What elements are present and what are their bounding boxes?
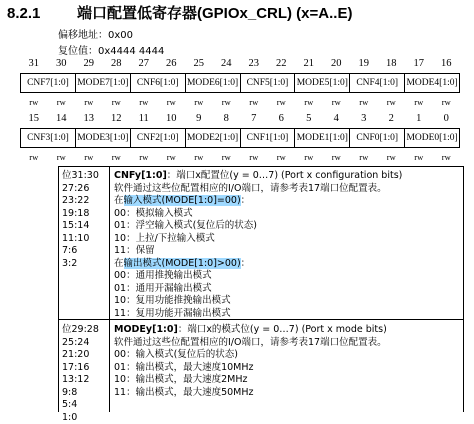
access-label: rw: [158, 152, 186, 162]
mode-option: 00：输入模式(复位后的状态): [114, 349, 387, 362]
bit-number: 28: [103, 58, 131, 69]
access-label: rw: [213, 97, 241, 107]
high-access-row: [20, 97, 460, 107]
input-mode-option: 01：浮空输入模式(复位后的状态): [114, 220, 402, 233]
access-label: rw: [240, 152, 268, 162]
access-label: rw: [103, 97, 131, 107]
bit-range: 13:12: [62, 374, 99, 387]
bit-number: 11: [130, 113, 158, 124]
access-label: rw: [268, 97, 296, 107]
bit-number: 12: [103, 113, 131, 124]
output-mode-option: 01：通用开漏输出模式: [114, 283, 402, 296]
bit-number: 15: [20, 113, 48, 124]
reset-value: 复位值：0x4444 4444: [58, 42, 164, 57]
mode-description: MODEy[1:0]：端口x的模式位(y = 0…7) (Port x mode bits) 软件通过这些位配置相应的I/O端口，请参考表17端口位配置表。 00：输入模式(复位后的状态) 01：输出模式，最大速度10MHz 10：输出模式，最大速度2MHz 11：输出模式，最大速度50MHz: [114, 324, 387, 399]
bit-number: 0: [433, 113, 461, 124]
bit-range: 9:8: [62, 387, 99, 400]
input-mode-highlight: 输入模式(MODE[1:0]=00): [124, 195, 241, 206]
access-label: rw: [103, 152, 131, 162]
register-field: MODE6[1:0]: [186, 74, 241, 92]
bit-number: 24: [213, 58, 241, 69]
access-label: rw: [323, 97, 351, 107]
bit-number: 3: [350, 113, 378, 124]
bit-number: 17: [405, 58, 433, 69]
access-label: rw: [185, 97, 213, 107]
register-field: MODE0[1:0]: [405, 129, 459, 147]
low-access-row: [20, 152, 460, 162]
bit-number: 9: [185, 113, 213, 124]
bit-range: 1:0: [62, 412, 99, 424]
input-mode-option: 10：上拉/下拉输入模式: [114, 233, 402, 246]
bit-number: 14: [48, 113, 76, 124]
access-label: rw: [75, 152, 103, 162]
register-field: MODE7[1:0]: [76, 74, 131, 92]
access-label: rw: [405, 97, 433, 107]
input-mode-option: 11：保留: [114, 245, 402, 258]
output-mode-option: 11：复用功能开漏输出模式: [114, 308, 402, 321]
bit-number: 31: [20, 58, 48, 69]
access-label: rw: [350, 152, 378, 162]
bit-number: 2: [378, 113, 406, 124]
bit-range: 位31:30: [62, 170, 99, 183]
access-label: rw: [48, 97, 76, 107]
bit-number: 16: [433, 58, 461, 69]
high-field-row: [20, 73, 460, 93]
field-description-table: [58, 166, 464, 412]
access-label: rw: [295, 97, 323, 107]
cnf-description: CNFy[1:0]：端口x配置位(y = 0…7) (Port x configuration bits) 软件通过这些位配置相应的I/O端口，请参考表17端口位配置表。 在输入模式(MODE[1:0]=00)： 00：模拟输入模式 01：浮空输入模式(复位后的状态) 10：上拉/下拉输入模式 11：保留 在输出模式(MODE[1:0]>00)： 00：通用推挽输出模式 01：通用开漏输出模式 10：复用功能推挽输出模式 11：复用功能开漏输出模式: [114, 170, 402, 320]
register-field: MODE1[1:0]: [295, 129, 350, 147]
bit-range: 15:14: [62, 220, 99, 233]
section-number: 8.2.1: [7, 5, 77, 22]
bit-number: 18: [378, 58, 406, 69]
access-label: rw: [378, 152, 406, 162]
register-field: CNF1[1:0]: [241, 129, 296, 147]
access-label: rw: [350, 97, 378, 107]
register-field: CNF4[1:0]: [350, 74, 405, 92]
bit-range: 27:26: [62, 183, 99, 196]
access-label: rw: [185, 152, 213, 162]
bit-number: 7: [240, 113, 268, 124]
cnf-field-name: CNFy[1:0]: [114, 170, 167, 181]
bit-number: 22: [268, 58, 296, 69]
bit-number: 4: [323, 113, 351, 124]
register-field: CNF3[1:0]: [21, 129, 76, 147]
access-label: rw: [20, 152, 48, 162]
bit-range: 17:16: [62, 362, 99, 375]
bit-number: 5: [295, 113, 323, 124]
bit-range: 23:22: [62, 195, 99, 208]
access-label: rw: [433, 97, 461, 107]
bit-number: 27: [130, 58, 158, 69]
output-mode-option: 00：通用推挽输出模式: [114, 270, 402, 283]
section-title: 端口配置低寄存器(GPIOx_CRL) (x=A..E): [77, 5, 352, 22]
register-field: MODE3[1:0]: [76, 129, 131, 147]
register-field: CNF2[1:0]: [131, 129, 186, 147]
bit-range: 3:2: [62, 258, 99, 271]
access-label: rw: [323, 152, 351, 162]
register-field: CNF0[1:0]: [350, 129, 405, 147]
access-label: rw: [158, 97, 186, 107]
access-label: rw: [130, 97, 158, 107]
bit-number: 30: [48, 58, 76, 69]
bit-range: 位29:28: [62, 324, 99, 337]
register-field: MODE5[1:0]: [295, 74, 350, 92]
bit-number: 26: [158, 58, 186, 69]
mode-bit-list: [62, 324, 99, 424]
bit-number: 29: [75, 58, 103, 69]
bit-range: 19:18: [62, 208, 99, 221]
register-field: MODE4[1:0]: [405, 74, 459, 92]
bit-number: 21: [295, 58, 323, 69]
register-field: MODE2[1:0]: [186, 129, 241, 147]
bit-number: 1: [405, 113, 433, 124]
mode-option: 10：输出模式，最大速度2MHz: [114, 374, 387, 387]
offset-address: 偏移地址：0x00: [58, 26, 133, 41]
output-mode-option: 10：复用功能推挽输出模式: [114, 295, 402, 308]
bit-range: 21:20: [62, 349, 99, 362]
bit-number: 10: [158, 113, 186, 124]
output-mode-highlight: 输出模式(MODE[1:0]>00): [124, 258, 241, 269]
access-label: rw: [75, 97, 103, 107]
input-mode-option: 00：模拟输入模式: [114, 208, 402, 221]
bit-number: 8: [213, 113, 241, 124]
mode-option: 11：输出模式，最大速度50MHz: [114, 387, 387, 400]
bit-number: 23: [240, 58, 268, 69]
mode-field-name: MODEy[1:0]: [114, 324, 178, 335]
access-label: rw: [433, 152, 461, 162]
access-label: rw: [213, 152, 241, 162]
bit-range: 5:4: [62, 399, 99, 412]
access-label: rw: [130, 152, 158, 162]
bit-range: 11:10: [62, 233, 99, 246]
mode-option: 01：输出模式，最大速度10MHz: [114, 362, 387, 375]
bit-number: 19: [350, 58, 378, 69]
cnf-bit-list: [62, 170, 99, 270]
bit-number: 13: [75, 113, 103, 124]
access-label: rw: [240, 97, 268, 107]
section-heading: [7, 2, 352, 24]
high-bit-numbers: [20, 58, 460, 69]
access-label: rw: [295, 152, 323, 162]
access-label: rw: [268, 152, 296, 162]
access-label: rw: [378, 97, 406, 107]
access-label: rw: [48, 152, 76, 162]
register-field: CNF7[1:0]: [21, 74, 76, 92]
bit-number: 6: [268, 113, 296, 124]
low-bit-numbers: [20, 113, 460, 124]
access-label: rw: [405, 152, 433, 162]
register-field: CNF5[1:0]: [241, 74, 296, 92]
bit-number: 25: [185, 58, 213, 69]
bit-range: 7:6: [62, 245, 99, 258]
access-label: rw: [20, 97, 48, 107]
bit-range: 25:24: [62, 337, 99, 350]
bit-number: 20: [323, 58, 351, 69]
low-field-row: [20, 128, 460, 148]
register-field: CNF6[1:0]: [131, 74, 186, 92]
